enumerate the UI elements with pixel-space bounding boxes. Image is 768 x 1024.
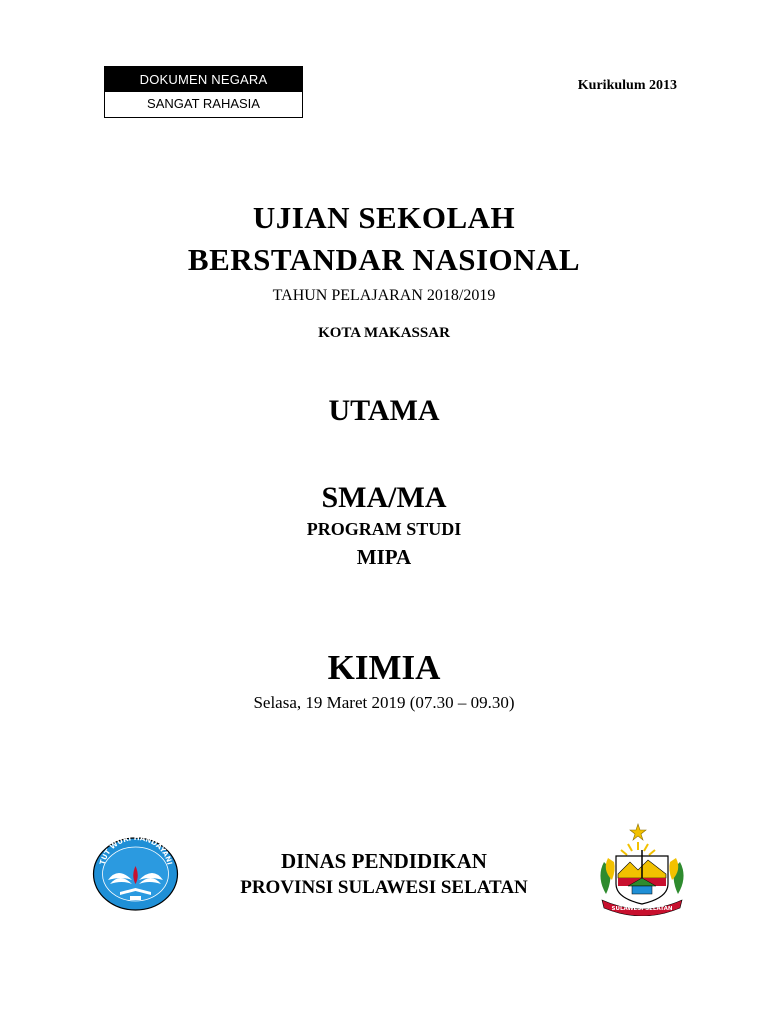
program-label: PROGRAM STUDI (306, 519, 462, 539)
city-label: KOTA MAKASSAR (318, 325, 450, 341)
exam-title-line1: UJIAN SEKOLAH (252, 200, 516, 235)
subject-name: KIMIA (327, 648, 441, 687)
exam-schedule: Selasa, 19 Maret 2019 (07.30 – 09.30) (253, 693, 515, 712)
academic-year: TAHUN PELAJARAN 2018/2019 (272, 287, 496, 304)
classification-bottom-label: SANGAT RAHASIA (147, 96, 260, 111)
curriculum-label: Kurikulum 2013 (577, 78, 677, 93)
agency-name: DINAS PENDIDIKAN (281, 849, 487, 873)
svg-text:SULAWESI SELATAN: SULAWESI SELATAN (611, 906, 673, 912)
exam-title-line2: BERSTANDAR NASIONAL (187, 242, 581, 277)
classification-top-label: DOKUMEN NEGARA (105, 67, 302, 92)
school-level: SMA/MA (321, 481, 447, 514)
tut-wuri-handayani-emblem-icon (92, 836, 179, 912)
province-name: PROVINSI SULAWESI SELATAN (240, 877, 528, 898)
sulawesi-selatan-coat-of-arms-icon (594, 822, 690, 916)
svg-text:TUT WURI HANDAYANI: TUT WURI HANDAYANI (98, 836, 174, 866)
program-name: MIPA (356, 545, 412, 569)
package-label: UTAMA (328, 394, 440, 427)
classification-box (104, 66, 303, 118)
